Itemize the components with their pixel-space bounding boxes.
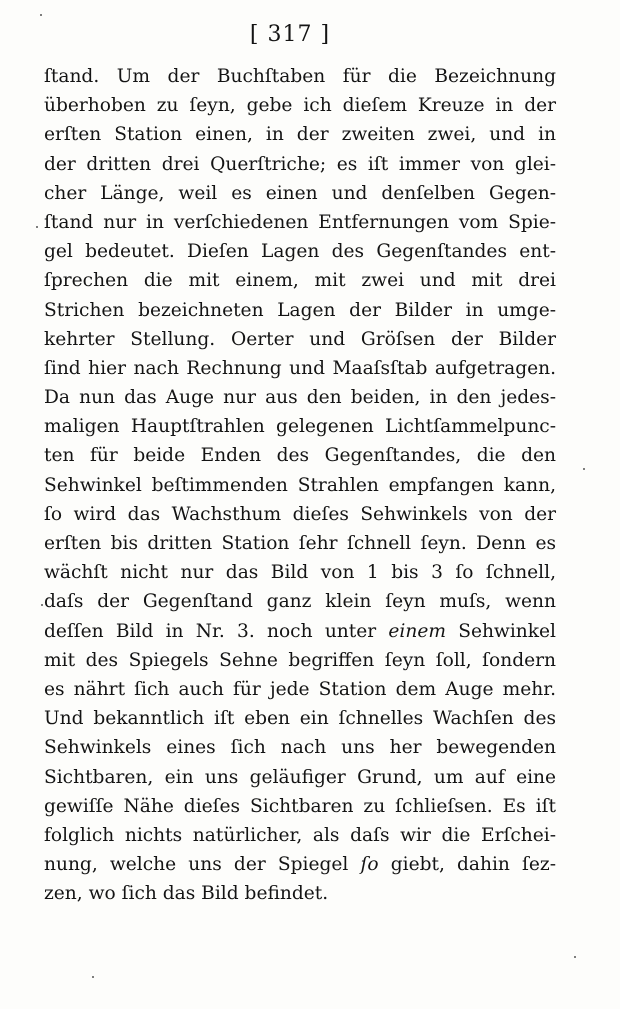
text-line: ſtand nur in verſchiedenen Entfernungen vom Spie- [44, 211, 556, 233]
italic-word: einem [388, 620, 446, 642]
text-line: Sichtbaren, ein uns geläufiger Grund, um auf eine [44, 766, 556, 788]
body-text [44, 62, 556, 908]
text-line: Sehwinkels eines ſich nach uns her bewegenden [44, 737, 556, 759]
print-speck [36, 226, 38, 228]
text-line: erſten bis dritten Station ſehr ſchnell ſeyn. Denn es [44, 533, 556, 554]
text-line [44, 850, 556, 879]
text-segment: giebt, dahin ſez- [390, 854, 556, 876]
text-line: wächſt nicht nur das Bild von 1 bis 3 ſo ſchnell, [44, 562, 556, 584]
text-line: Da nun das Auge nur aus den beiden, in den jedes- [44, 387, 556, 409]
text-segment: nung, welche uns der Spiegel [44, 854, 349, 876]
text-line: cher Länge, weil es einen und denſelben Gegen- [44, 182, 556, 204]
text-line: erſten Station einen, in der zweiten zwei, und in [44, 124, 556, 146]
text-line: zen, wo ſich das Bild befindet. [44, 883, 329, 905]
text-line: gel bedeutet. Dieſen Lagen des Gegenſtandes ent- [44, 241, 556, 263]
text-line [44, 617, 556, 646]
text-line: Sehwinkel beſtimmenden Strahlen empfangen kann, [44, 474, 556, 496]
text-segment: deſſen Bild in Nr. 3. noch unter [44, 620, 377, 642]
text-line: daſs der Gegenſtand ganz klein ſeyn muſs, wenn [44, 591, 556, 613]
text-line: ſo wird das Wachsthum dieſes Sehwinkels von der [44, 503, 556, 525]
text-line: mit des Spiegels Sehne begriffen ſeyn ſoll, ſondern [44, 649, 556, 671]
text-line: maligen Hauptſtrahlen gelegenen Lichtſammelpunc- [44, 416, 556, 438]
text-line: es nährt ſich auch für jede Station dem Auge mehr. [44, 678, 556, 700]
text-line: Strichen bezeichneten Lagen der Bilder in umge- [44, 299, 556, 321]
text-line: ſtand. Um der Buchſtaben für die Bezeichnung [44, 66, 556, 87]
text-line: kehrter Stellung. Oerter und Gröſsen der Bilder [44, 328, 556, 350]
text-line: ſprechen die mit einem, mit zwei und mit drei [44, 270, 556, 292]
page-number: [ 317 ] [249, 22, 331, 47]
text-line: Und bekanntlich iſt eben ein ſchnelles Wachſen des [44, 708, 556, 730]
print-speck [574, 956, 576, 958]
text-line: ſind hier nach Rechnung und Maaſsſtab aufgetragen. [44, 357, 556, 379]
text-line: der dritten drei Querſtriche; es iſt immer von glei- [44, 153, 556, 175]
text-line: ten für beide Enden des Gegenſtandes, die den [44, 445, 556, 467]
text-line: gewiſſe Nähe dieſes Sichtbaren zu ſchlieſsen. Es iſt [44, 795, 556, 817]
print-speck [41, 604, 43, 606]
text-line: folglich nichts natürlicher, als daſs wir die Erſchei- [44, 824, 556, 846]
print-speck [92, 976, 94, 978]
print-speck [583, 468, 585, 470]
print-speck [40, 14, 42, 16]
text-line: überhoben zu ſeyn, gebe ich dieſem Kreuze in der [44, 95, 556, 117]
text-segment: Sehwinkel [458, 620, 556, 642]
italic-word: ſo [360, 854, 379, 876]
